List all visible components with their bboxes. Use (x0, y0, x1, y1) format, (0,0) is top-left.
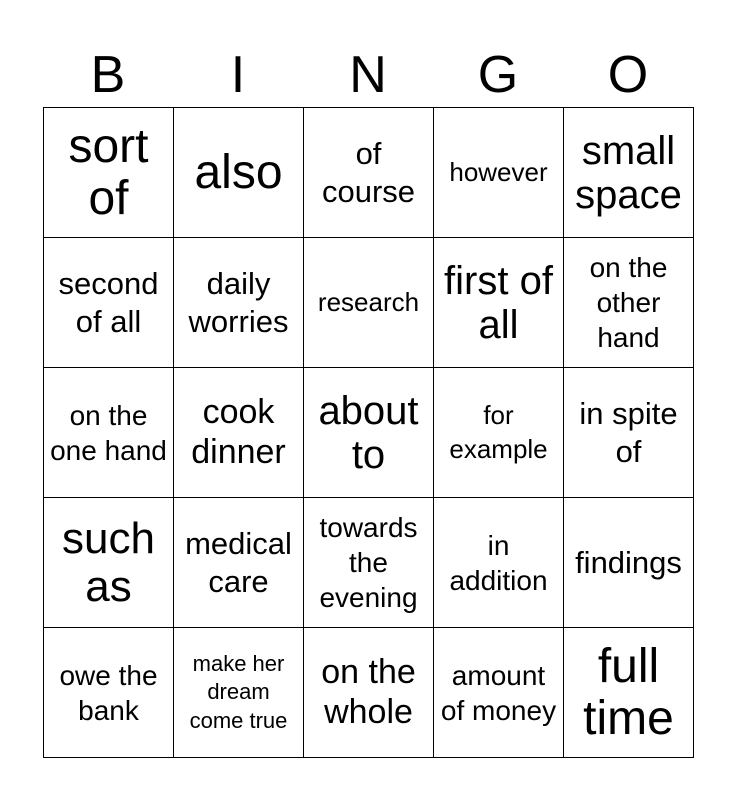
bingo-cell[interactable]: such as (44, 498, 174, 628)
bingo-cell[interactable]: cook dinner (174, 368, 304, 498)
bingo-cell[interactable]: research (304, 238, 434, 368)
bingo-board (43, 107, 694, 758)
bingo-cell[interactable]: owe the bank (44, 628, 174, 758)
bingo-cell[interactable]: on the other hand (564, 238, 694, 368)
bingo-cell[interactable]: of course (304, 108, 434, 238)
header-letter-n: N (349, 46, 387, 104)
header-letter-g: G (477, 46, 519, 104)
bingo-header (43, 44, 693, 106)
bingo-cell[interactable]: small space (564, 108, 694, 238)
bingo-cell[interactable]: however (434, 108, 564, 238)
bingo-cell[interactable]: sort of (44, 108, 174, 238)
bingo-cell[interactable]: about to (304, 368, 434, 498)
header-letter-o: O (607, 46, 649, 104)
bingo-cell[interactable]: first of all (434, 238, 564, 368)
bingo-cell[interactable]: in addition (434, 498, 564, 628)
bingo-cell[interactable]: on the whole (304, 628, 434, 758)
bingo-cell[interactable]: also (174, 108, 304, 238)
bingo-cell[interactable]: for example (434, 368, 564, 498)
bingo-cell[interactable]: medical care (174, 498, 304, 628)
header-letter-b: B (90, 46, 126, 104)
bingo-cell[interactable]: findings (564, 498, 694, 628)
header-letter-i: I (230, 46, 246, 104)
bingo-cell[interactable]: amount of money (434, 628, 564, 758)
bingo-cell[interactable]: on the one hand (44, 368, 174, 498)
bingo-cell[interactable]: second of all (44, 238, 174, 368)
bingo-cell[interactable]: full time (564, 628, 694, 758)
bingo-cell[interactable]: towards the evening (304, 498, 434, 628)
bingo-cell[interactable]: make her dream come true (174, 628, 304, 758)
bingo-cell[interactable]: in spite of (564, 368, 694, 498)
bingo-cell[interactable]: daily worries (174, 238, 304, 368)
